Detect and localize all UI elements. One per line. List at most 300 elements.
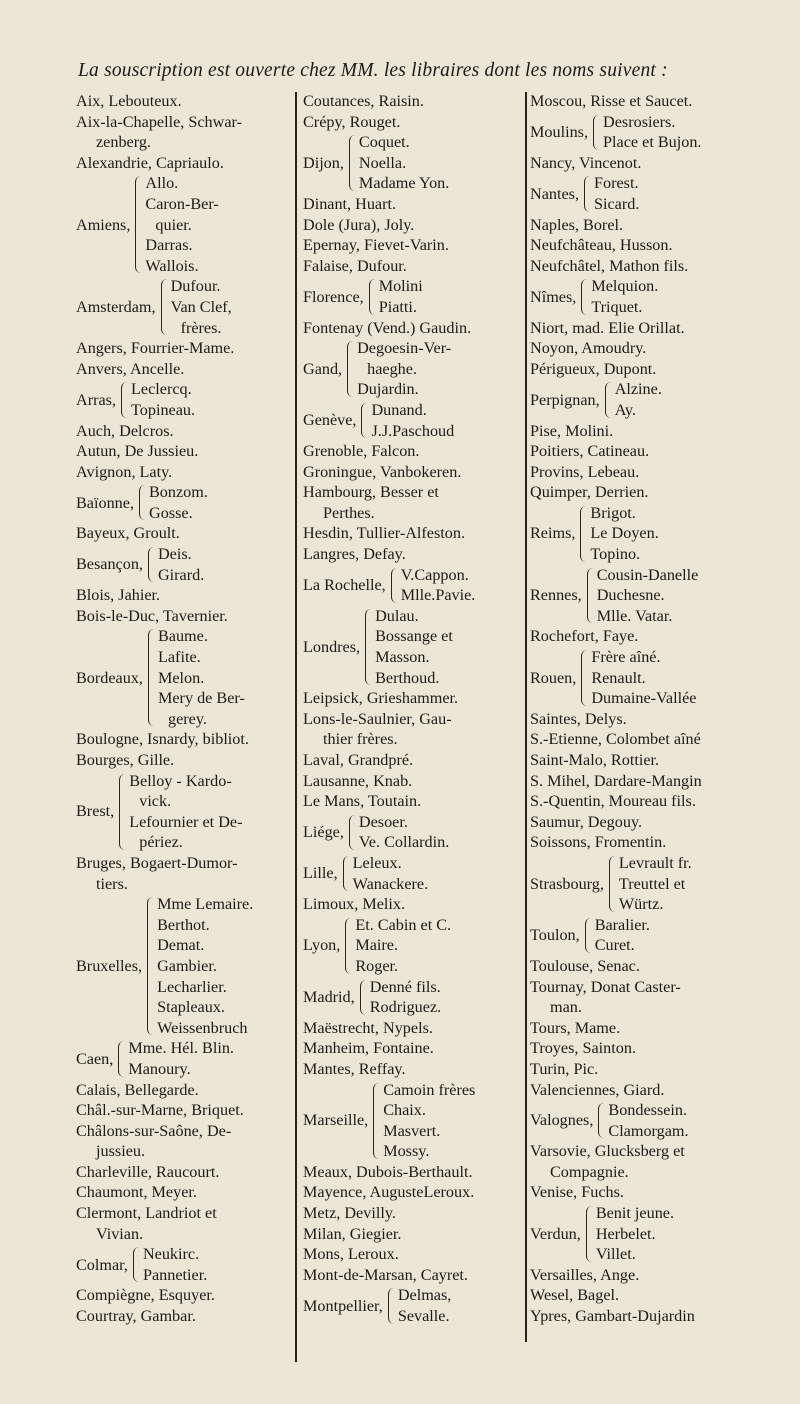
bookseller: frères. [180,318,222,337]
bookseller: Madame Yon. [358,174,450,193]
entry [303,1018,523,1039]
entry [76,1182,292,1203]
bookseller: Dumaine-Vallée [591,689,697,708]
bookseller-list [355,915,451,977]
bookseller: Brigot. [590,503,636,522]
entry-continuation: man. [550,998,582,1017]
entry [530,1182,792,1203]
bookseller: gerey. [167,709,207,728]
bookseller: Sicard. [594,194,640,213]
entry-line: Auch, Delcros. [76,421,174,440]
bookseller: Clamorgam. [608,1121,689,1140]
entry [530,441,792,462]
brace [148,547,155,582]
entry [530,359,792,380]
entry-line: Nancy, Vincenot. [530,153,642,172]
bookseller: périez. [139,833,183,852]
entry-line: Charleville, Raucourt. [76,1162,220,1181]
entry-line: Coutances, Raisin. [303,92,424,110]
bookseller-list [157,894,253,1038]
brace [584,176,591,211]
city-name: Lyon, [303,936,341,955]
bookseller: Cousin-Danelle [596,565,699,584]
bookseller: Place et Bujon. [603,133,702,152]
entry [76,1306,292,1327]
entry [530,812,792,833]
entry-line: Courtray, Gambar. [76,1307,196,1326]
city-name: Liége, [303,823,344,842]
entry-group [530,1100,792,1141]
bookseller: Levrault fr. [618,853,692,872]
entry-line: Dinant, Huart. [303,194,397,213]
bookseller: Chaix. [383,1101,426,1120]
brace [388,1288,395,1323]
entry-continuation: jussieu. [96,1142,146,1161]
bookseller: quier. [155,215,192,234]
entry [76,153,292,174]
bookseller: Deis. [157,545,192,564]
bookseller: Mlle. Vatar. [596,606,673,625]
entry-group [530,379,792,420]
entry-line: Soissons, Fromentin. [530,833,667,852]
entry-line: Châl.-sur-Marne, Briquet. [76,1101,244,1120]
city-name: Lille, [303,864,338,883]
entry-line: S. Mihel, Dardare-Mangin [530,771,702,790]
bookseller-list [149,482,208,523]
brace [585,918,592,953]
city-name: Moulins, [530,122,589,141]
entry [530,977,792,1018]
bookseller: Van Clef, [170,297,232,316]
entry-group [530,565,792,627]
entry [530,482,792,503]
bookseller-list [145,173,218,276]
bookseller: Molini [378,277,423,296]
entry [530,338,792,359]
entry-line: Milan, Giegier. [303,1224,402,1243]
city-name: Toulon, [530,926,580,945]
entry [303,482,523,523]
entry-group [530,647,792,709]
bookseller-list [158,626,245,729]
entry [76,585,292,606]
entry-line: Crépy, Rouget. [303,112,401,131]
entry-line: Laval, Grandpré. [303,751,414,769]
entry [76,1285,292,1306]
bookseller: Mme Lemaire. [157,895,254,914]
entry [76,1203,292,1244]
entry [76,1121,292,1162]
entry [530,1306,792,1327]
entry-line: Wesel, Bagel. [530,1286,620,1305]
bookseller: Et. Cabin et C. [355,915,452,934]
bookseller: Camoin frères [383,1080,476,1099]
city-name: Florence, [303,287,364,306]
entry-line: Maëstrecht, Nypels. [303,1018,433,1037]
bookseller: Triquet. [591,297,643,316]
bookseller: Masvert. [383,1121,441,1140]
bookseller: Würtz. [618,895,664,914]
entry-group [530,503,792,565]
bookseller: Leleux. [352,853,402,872]
entry-group [76,894,292,1038]
entry-group [303,1080,523,1162]
entry-group [76,626,292,729]
bookseller: Manoury. [128,1059,191,1078]
bookseller: Treuttel et [618,874,686,893]
bookseller-list [595,915,650,956]
entry-line: Saumur, Degouy. [530,812,643,831]
brace [347,341,354,397]
entry [530,1141,792,1182]
bookseller-list [359,132,449,194]
bookseller: J.J.Paschoud [371,421,455,440]
column-1 [76,91,292,1327]
entry-group [303,132,523,194]
entry-line: Mantes, Reffay. [303,1059,406,1078]
entry-line: Alexandrie, Capriaulo. [76,153,224,172]
bookseller: Melon. [157,668,205,687]
entry-line: Versailles, Ange. [530,1265,640,1284]
entry-line: Quimper, Derrien. [530,483,649,502]
brace [343,856,350,891]
bookseller: Weissenbruch [157,1018,248,1037]
brace [581,279,588,314]
entry-group [76,276,292,338]
bookseller-list [591,647,696,709]
entry-line: Chaumont, Meyer. [76,1183,197,1202]
entry-line: Leipsick, Grieshammer. [303,689,459,708]
entry [530,153,792,174]
entry-group [303,276,523,317]
bookseller-list [615,379,662,420]
brace [161,279,168,335]
bookseller-list [401,565,476,606]
entry [530,771,792,792]
city-name: Amiens, [76,215,131,234]
bookseller: haeghe. [367,359,417,378]
bookseller: Wanackere. [352,874,429,893]
bookseller: Benit jeune. [595,1204,675,1223]
entry-line: Bourges, Gille. [76,751,175,769]
bookseller-list [357,338,451,400]
city-name: Nîmes, [530,287,577,306]
bookseller: Demat. [157,936,205,955]
brace [345,918,352,974]
entry [303,1265,523,1286]
bookseller: Darras. [145,236,193,255]
entry-line: Pise, Molini. [530,421,614,440]
entry-group [303,400,523,441]
brace [605,382,612,417]
bookseller-list [590,503,658,565]
bookseller: Mlle.Pavie. [400,586,476,605]
entry [303,215,523,236]
entry [530,91,792,112]
city-name: Besançon, [76,555,143,574]
city-name: Amsterdam, [76,297,156,316]
entry-group [76,771,292,853]
entry-line: Périgueux, Dupont. [530,359,657,378]
city-name: La Rochelle, [303,575,386,594]
entry-line: Anvers, Ancelle. [76,359,185,378]
entry [303,791,523,812]
bookseller: Stapleaux. [157,998,225,1017]
entry [76,359,292,380]
brace [349,815,356,850]
entry [530,256,792,277]
entry-line: Provins, Lebeau. [530,462,640,481]
city-name: Bruxelles, [76,956,143,975]
entry-line: Turin, Pic. [530,1059,599,1078]
entry [530,750,792,771]
entry [530,832,792,853]
entry [303,1038,523,1059]
bookseller: Alzine. [614,380,662,399]
entry-line: Neufchâtel, Mathon fils. [530,256,689,275]
bookseller: Curet. [594,936,635,955]
bookseller: Lefournier et De- [129,812,243,831]
entry-line: Aix, Lebouteux. [76,92,182,110]
entry [76,112,292,153]
column-rule-2 [525,92,527,1342]
entry [530,215,792,236]
bookseller: Topineau. [131,400,196,419]
brace [118,1041,125,1076]
brace [587,568,594,624]
entry-line: Bois-le-Duc, Tavernier. [76,606,228,625]
brace [349,135,356,191]
bookseller: Herbelet. [595,1224,656,1243]
bookseller-list [128,1038,234,1079]
entry-group [76,173,292,276]
entry [76,1100,292,1121]
bookseller: Forest. [594,174,639,193]
bookseller: Lafite. [157,648,201,667]
entry-line: Hambourg, Besser et [303,483,439,502]
bookseller: Berthoud. [375,668,440,687]
page-header: La souscription est ouverte chez MM. les libraires dont les noms suivent : [78,60,668,81]
entry [530,729,792,750]
entry-line: Manheim, Fontaine. [303,1039,434,1058]
entry-line: Noyon, Amoudry. [530,339,647,358]
entry-group [530,853,792,915]
entry-group [303,1285,523,1326]
entry [530,318,792,339]
entry-group [303,812,523,853]
bookseller: Leclercq. [131,380,192,399]
entry-line: Bruges, Bogaert-Dumor- [76,853,238,872]
bookseller: Neukirc. [142,1245,200,1264]
entry [530,709,792,730]
bookseller-list [371,400,454,441]
entry-line: Venise, Fuchs. [530,1183,624,1202]
city-name: Colmar, [76,1255,128,1274]
city-name: Baïonne, [76,493,134,512]
city-name: Londres, [303,637,361,656]
brace [586,1206,593,1262]
bookseller-list [383,1080,475,1162]
entry [303,318,523,339]
bookseller: Duchesne. [596,586,665,605]
entry [76,421,292,442]
brace [121,382,128,417]
entry-line: Angers, Fourrier-Mame. [76,339,235,358]
bookseller: Girard. [157,565,205,584]
bookseller: Mery de Ber- [157,689,245,708]
entry [530,1059,792,1080]
bookseller-list [608,1100,688,1141]
entry-group [76,379,292,420]
entry-group [530,276,792,317]
entry [303,1203,523,1224]
entry [76,750,292,771]
bookseller: Dujardin. [357,380,419,399]
brace [581,650,588,706]
entry-group [303,565,523,606]
bookseller-list [603,112,701,153]
brace [580,506,587,562]
bookseller: Frère aîné. [591,648,661,667]
entry [303,894,523,915]
bookseller-list [370,977,441,1018]
entry [530,626,792,647]
entry [303,256,523,277]
brace [360,980,367,1015]
entry-line: Calais, Bellegarde. [76,1080,199,1099]
entry-group [76,1244,292,1285]
entry [303,91,523,112]
entry-line: Grenoble, Falcon. [303,442,420,461]
bookseller: Villet. [595,1245,636,1264]
bookseller-list [129,771,242,853]
brace [598,1103,605,1138]
bookseller: Mme. Hél. Blin. [128,1039,234,1058]
brace [609,856,616,912]
bookseller: Sevalle. [397,1307,450,1326]
bookseller: Pannetier. [142,1265,208,1284]
city-name: Verdun, [530,1224,581,1243]
city-name: Arras, [76,390,117,409]
entry-line: Compiègne, Esquyer. [76,1286,215,1305]
entry [530,421,792,442]
bookseller: Dulau. [375,606,419,625]
city-name: Bordeaux, [76,668,143,687]
city-name: Genève, [303,411,357,430]
bookseller-list [591,276,658,317]
entry [530,1265,792,1286]
entry-continuation: tiers. [96,874,128,893]
brace [391,568,398,603]
entry-line: Meaux, Dubois-Berthault. [303,1162,473,1181]
city-name: Dijon, [303,153,344,172]
brace [119,774,126,850]
brace [369,279,376,314]
entry [303,1224,523,1245]
entry-line: Moscou, Risse et Saucet. [530,92,693,110]
entry-group [303,606,523,688]
bookseller: Maire. [355,936,399,955]
entry [76,606,292,627]
bookseller: Degoesin-Ver- [357,339,452,358]
bookseller: Dufour. [170,277,221,296]
bookseller: Roger. [355,956,399,975]
entry [76,441,292,462]
entry-line: Neufchâteau, Husson. [530,236,673,255]
brace [135,176,142,273]
entry [530,791,792,812]
brace [361,403,368,438]
city-name: Rennes, [530,586,582,605]
entry [530,462,792,483]
bookseller: Coquet. [358,133,410,152]
entry [303,112,523,133]
entry-line: Hesdin, Tullier-Alfeston. [303,524,466,543]
column-rule-1 [295,92,297,1362]
entry [530,1018,792,1039]
entry [76,462,292,483]
bookseller: Masson. [375,648,430,667]
bookseller-list [398,1285,452,1326]
entry-continuation: thier frères. [323,730,398,749]
entry [76,523,292,544]
entry-continuation: zenberg. [96,133,151,152]
entry [530,1080,792,1101]
entry-group [530,915,792,956]
bookseller-list [143,1244,207,1285]
column-3 [530,91,792,1327]
entry [530,1038,792,1059]
bookseller: Denné fils. [369,977,441,996]
brace [373,1083,380,1159]
bookseller: Baume. [157,627,208,646]
entry-line: Limoux, Melix. [303,895,406,914]
entry-line: Niort, mad. Elie Orillat. [530,318,685,337]
bookseller: Dunand. [371,400,427,419]
entry [303,462,523,483]
brace [133,1247,140,1282]
entry-line: Fontenay (Vend.) Gaudin. [303,318,472,337]
entry [76,1080,292,1101]
entry [303,688,523,709]
entry-line: Autun, De Jussieu. [76,442,199,461]
bookseller: Topino. [590,545,641,564]
brace [365,609,372,685]
entry-continuation: Perthes. [323,503,375,522]
entry-line: Groningue, Vanbokeren. [303,462,462,481]
entry [76,1162,292,1183]
entry [530,956,792,977]
entry-line: Falaise, Dufour. [303,256,407,275]
bookseller: Berthot. [157,915,210,934]
bookseller: Bonzom. [149,483,208,502]
brace [139,485,146,520]
entry-group [76,1038,292,1079]
entry-line: Naples, Borel. [530,215,624,234]
city-name: Reims, [530,524,576,543]
entry-line: Mayence, AugusteLeroux. [303,1183,475,1202]
entry-line: Ypres, Gambart-Dujardin [530,1307,695,1326]
entry-line: Tours, Mame. [530,1018,621,1037]
bookseller-list [594,173,639,214]
bookseller-list [359,812,449,853]
bookseller: Melquion. [591,277,659,296]
bookseller: Delmas, [397,1286,452,1305]
city-name: Marseille, [303,1111,369,1130]
bookseller: Gosse. [149,503,193,522]
entry-group [76,544,292,585]
entry [76,729,292,750]
